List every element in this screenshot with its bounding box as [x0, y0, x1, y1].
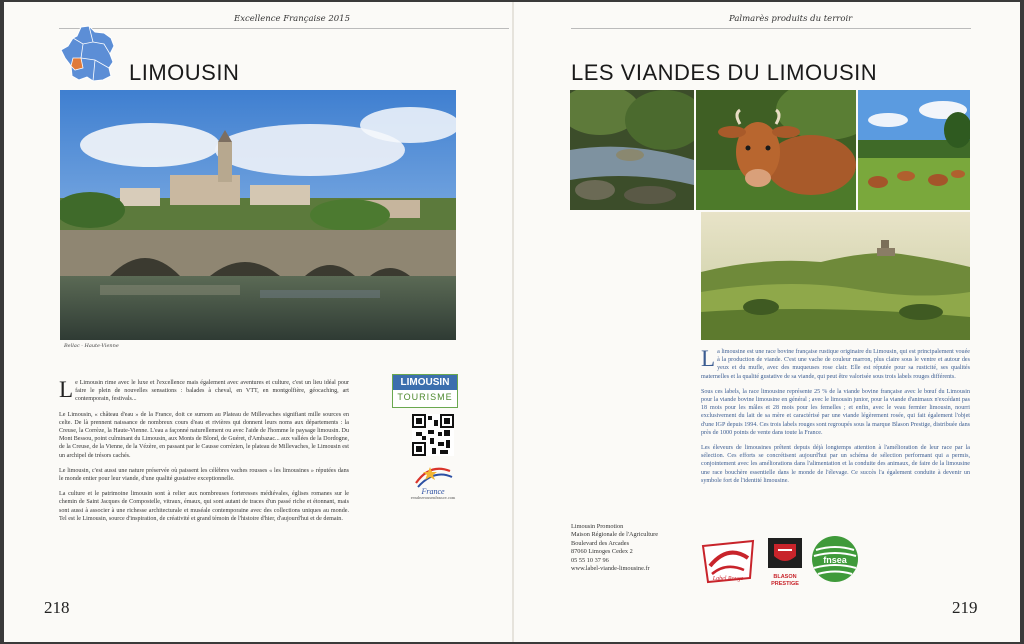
- right-header-rule: [571, 28, 971, 29]
- left-paragraph-4: La culture et le patrimoine limousin sont à relier aux nombreuses forteresses médiévales, églises romanes sur le chemin de Saint Jacques de Compostelle, vitraux, émaux, qui sont autant de traces d'un passé riche et étonnant, mais sont aussi à associer à une richesse architecturale et muséale contemporaine avec des collections uniques au monde. Tel est le Limousin, source d'inspiration, de créativité et grand témoin de l'histoire d'hier, d'aujourd'hui et de demain.: [59, 491, 349, 522]
- france-map-icon: [59, 24, 117, 86]
- photo-caption: Bellac - Haute-Vienne: [64, 343, 119, 349]
- magazine-spread: [4, 2, 1020, 642]
- left-paragraph-1: e Limousin rime avec le luxe et l'excellence mais également avec aventures et culture, c'est un lieu idéal pour faire le plein de nouvelles sensations : balades à cheval, en VTT, en montgolfière, géocaching, art contemporain, festivals...: [75, 380, 349, 403]
- france-tourism-logo: [408, 461, 458, 505]
- blason-shield-icon: [766, 536, 804, 570]
- contact-city: 87060 Limoges Cedex 2: [571, 548, 633, 556]
- fnsea-logo: [812, 536, 858, 582]
- logo-bottom-text: TOURISME: [397, 392, 453, 402]
- limousin-cow-photo: [696, 90, 856, 210]
- right-paragraph-3: Les éleveurs de limousines prêtent depuis déjà longtemps attention à l'amélioration de leur race par la sélection. Ces efforts se concrétisent aujourd'hui par un schéma de sélection performant qui a permis, conjointement avec les améliorations dans l'alimentation et la conduite des animaux, de faire de la limousine une race bouchère essentielle dans le monde de l'élevage. Ce succès l'a également conduite à devenir un symbole fort de l'identité limousine.: [701, 445, 970, 484]
- right-running-header: Palmarès produits du terroir: [729, 14, 853, 24]
- right-paragraph-2: Sous ces labels, la race limousine représente 25 % de la viande bovine française avec le bœuf du Limousin pour la viande bovine limousine en général ; avec le limousin junior, pour la viande d'animaux n'excédant pas 18 mois pour les mâles et 28 mois pour les femelles ; et enfin, avec le veau fermier limousin, nourri exclusivement du lait de sa mère et caractérisé par une viande légèrement rosée, qui fait également l'objet d'une IGP depuis 1994. Ces trois labels rouges sont regroupés sous la marque Blason Prestige, distribuée dans près de 1000 points de vente dans toute la France.: [701, 388, 970, 436]
- bellac-bridge-photo: [60, 90, 456, 340]
- france-url: rendezvousenfrance.com: [410, 496, 456, 500]
- contact-org: Limousin Promotion: [571, 523, 624, 530]
- blason-line-2: PRESTIGE: [771, 581, 799, 587]
- right-page-number: 219: [952, 598, 978, 617]
- stream-photo: [570, 90, 694, 210]
- left-page-title: LIMOUSIN: [129, 60, 240, 85]
- left-paragraph-2: Le Limousin, « château d'eau » de la France, doit ce surnom au Plateau de Millevaches signifiant mille sources en celte. De là prennent naissance de nombreux cours d'eau et rivières qui donnent leurs noms aux départements : la Creuse, la Corrèze, la Haute-Vienne. L'eau a façonné naturellement ou avec l'aide de l'homme le paysage limousin. Du Mont Bessou, point culminant du Limousin, aux Monts de Blond, de Guéret, d'Ambazac... aux vallées de la Dordogne, de la Creuse, de la Vienne, de la Vézère, en passant par le Causse corrézien, le plateau de Millevaches, le Limousin est un archipel de trésors cachés.: [59, 411, 349, 459]
- contact-building: Maison Régionale de l'Agriculture: [571, 531, 658, 539]
- france-logo-text: France: [421, 487, 445, 496]
- contact-phone: 05 55 10 37 96: [571, 556, 609, 564]
- left-running-header: Excellence Française 2015: [234, 14, 350, 24]
- herd-pasture-photo: [858, 90, 970, 210]
- label-rouge-logo: [698, 536, 758, 586]
- left-body-text: [59, 379, 349, 530]
- contact-street: Boulevard des Arcades: [571, 539, 630, 547]
- label-rouge-text: Label Rouge: [712, 576, 744, 582]
- right-paragraph-1: a limousine est une race bovine française rustique originaire du Limousin, qui est principalement vouée à la production de viande. C'est une vache de couleur marron, plus claire sous le ventre et autour des yeux et du mufle, avec des muqueuses rose clair. Elle est réputée pour sa rusticité, ses qualités maternelles et la qualité gustative de sa viande, qui peut être valorisée sous trois labels rouges différents.: [701, 349, 970, 380]
- right-page-title: LES VIANDES DU LIMOUSIN: [571, 60, 878, 85]
- qr-code-icon: [412, 414, 454, 456]
- contact-block: [571, 523, 658, 573]
- hill-landscape-photo: [701, 212, 970, 340]
- blason-prestige-logo: [766, 536, 804, 586]
- blason-line-1: BLASON: [773, 574, 797, 580]
- contact-website[interactable]: www.label-viande-limousine.fr: [571, 565, 650, 573]
- right-dropcap: L: [701, 346, 716, 371]
- right-body-text: [701, 348, 970, 492]
- left-header-rule: [59, 28, 509, 29]
- page-gutter: [512, 2, 514, 642]
- fnsea-text: fnsea: [823, 555, 847, 565]
- left-paragraph-3: Le limousin, c'est aussi une nature préservée où paissent les célèbres vaches rousses « les limousines » réputées dans le monde entier pour leur viande, d'une qualité gustative exceptionnelle.: [59, 467, 349, 483]
- limousin-tourisme-logo: [392, 374, 458, 408]
- left-dropcap: L: [59, 377, 74, 402]
- left-page-number: 218: [44, 598, 70, 617]
- logo-top-text: LIMOUSIN: [393, 375, 457, 390]
